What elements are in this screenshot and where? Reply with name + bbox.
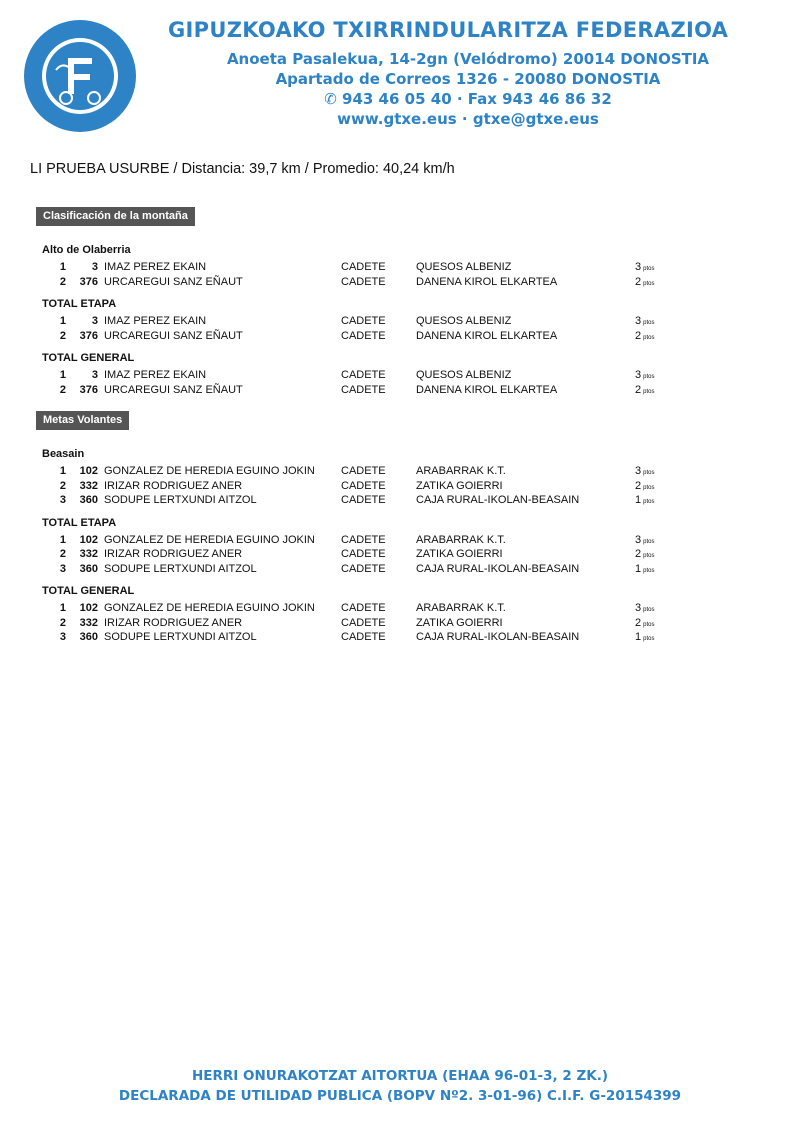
category: CADETE [341,369,386,381]
team-name: QUESOS ALBENIZ [416,261,512,273]
rider-name: GONZALEZ DE HEREDIA EGUINO JOKIN [104,533,315,546]
points-value: 2 [635,548,642,560]
result-row [36,479,736,494]
team-name: QUESOS ALBENIZ [416,369,512,381]
team-name: CAJA RURAL-IKOLAN-BEASAIN [416,494,580,506]
group-title: Beasain [42,448,85,460]
position: 1 [59,315,66,327]
points-value: 1 [635,631,642,643]
section-label: Clasificación de la montaña [36,207,195,226]
points-unit: ptos [643,499,655,505]
points-value: 1 [635,494,642,506]
classification-section [36,207,736,397]
position: 2 [59,383,66,396]
rider-name: IMAZ PEREZ EKAIN [104,369,207,381]
points-value: 2 [635,616,642,629]
position: 1 [59,465,66,477]
result-row [36,630,736,645]
category: CADETE [341,562,386,575]
rider-name: URCAREGUI SANZ EÑAUT [104,329,243,342]
points-value: 1 [635,562,642,575]
rider-name: IRIZAR RODRIGUEZ ANER [104,616,243,629]
section-label: Metas Volantes [36,411,129,430]
bib-number: 102 [79,533,98,546]
bib-number: 376 [79,275,98,288]
category: CADETE [341,548,386,560]
points-unit: ptos [643,484,655,491]
group-title: TOTAL ETAPA [42,298,117,310]
bib-number: 376 [79,329,98,342]
team-name: QUESOS ALBENIZ [416,315,512,327]
points-value: 3 [635,369,642,381]
result-row [36,260,736,275]
team-name: DANENA KIROL ELKARTEA [416,329,558,342]
points [635,562,654,579]
points-unit: ptos [643,334,655,341]
position: 2 [59,548,66,560]
points-value: 2 [635,479,642,492]
points-unit: ptos [643,470,655,476]
federation-name: GIPUZKOAKO TXIRRINDULARITZA FEDERAZIOA [168,18,729,42]
bib-number: 332 [79,548,98,560]
bib-number: 360 [79,494,98,506]
category: CADETE [341,383,386,396]
bib-number: 3 [91,315,98,327]
team-name: DANENA KIROL ELKARTEA [416,275,558,288]
team-name: ARABARRAK K.T. [416,465,506,477]
points-unit: ptos [643,388,655,395]
rider-name: URCAREGUI SANZ EÑAUT [104,275,243,288]
points-unit: ptos [643,374,655,380]
rider-name: GONZALEZ DE HEREDIA EGUINO JOKIN [104,602,315,614]
rider-name: SODUPE LERTXUNDI AITZOL [104,631,257,643]
race-info: LI PRUEBA USURBE / Distancia: 39,7 km / Promedio: 40,24 km/h [30,161,455,177]
team-name: ZATIKA GOIERRI [416,548,503,560]
result-row [36,383,736,398]
category: CADETE [341,602,386,614]
position: 2 [59,479,66,492]
position: 1 [59,369,66,381]
rider-name: IMAZ PEREZ EKAIN [104,315,207,327]
points-unit: ptos [643,320,655,326]
rider-name: SODUPE LERTXUNDI AITZOL [104,562,257,575]
bib-number: 102 [79,465,98,477]
category: CADETE [341,329,386,342]
result-row [36,314,736,329]
points-unit: ptos [643,607,655,613]
position: 3 [59,631,66,643]
result-row [36,601,736,616]
classification-section [36,411,736,645]
footer-line-1: HERRI ONURAKOTZAT AITORTUA (EHAA 96-01-3, 2 ZK.) [191,1068,609,1084]
group-title: TOTAL GENERAL [42,352,135,364]
team-name: ZATIKA GOIERRI [416,479,503,492]
footer-line-2: DECLARADA DE UTILIDAD PUBLICA (BOPV Nº2. 3-01-96) C.I.F. G-20154399 [118,1088,682,1104]
points-value: 2 [635,383,642,396]
points-value: 3 [635,533,642,546]
result-row [36,616,736,631]
points-value: 2 [635,275,642,288]
category: CADETE [341,616,386,629]
position: 3 [59,494,66,506]
points [635,493,654,510]
result-row [36,493,736,508]
rider-name: URCAREGUI SANZ EÑAUT [104,383,243,396]
result-row [36,275,736,290]
rider-name: GONZALEZ DE HEREDIA EGUINO JOKIN [104,465,315,477]
points-unit: ptos [643,538,655,545]
letterhead [0,0,800,140]
category: CADETE [341,315,386,327]
bib-number: 360 [79,562,98,575]
result-row [36,562,736,577]
group-title: TOTAL ETAPA [42,516,117,529]
category: CADETE [341,261,386,273]
points [635,383,654,400]
team-name: ZATIKA GOIERRI [416,616,503,629]
points-unit: ptos [643,553,655,559]
bib-number: 3 [91,261,98,273]
rider-name: IMAZ PEREZ EKAIN [104,261,207,273]
federation-phone: ✆ 943 46 05 40 · Fax 943 46 86 32 [324,90,612,108]
points-value: 3 [635,602,642,614]
category: CADETE [341,275,386,288]
rider-name: IRIZAR RODRIGUEZ ANER [104,548,243,560]
position: 1 [59,602,66,614]
team-name: CAJA RURAL-IKOLAN-BEASAIN [416,631,580,643]
points-unit: ptos [643,280,655,287]
rider-name: IRIZAR RODRIGUEZ ANER [104,479,243,492]
bib-number: 332 [79,616,98,629]
bib-number: 360 [79,631,98,643]
result-row [36,368,736,383]
position: 3 [59,562,66,575]
bib-number: 332 [79,479,98,492]
team-name: CAJA RURAL-IKOLAN-BEASAIN [416,562,580,575]
category: CADETE [341,631,386,643]
points-unit: ptos [643,266,655,272]
federation-logo [22,18,138,134]
federation-postal: Apartado de Correos 1326 - 20080 DONOSTIA [275,70,661,88]
results [36,207,736,659]
points-unit: ptos [643,636,655,642]
position: 2 [59,275,66,288]
position: 2 [59,616,66,629]
category: CADETE [341,479,386,492]
federation-address: Anoeta Pasalekua, 14-2gn (Velódromo) 20014 DONOSTIA [226,50,710,68]
result-row [36,329,736,344]
category: CADETE [341,533,386,546]
team-name: DANENA KIROL ELKARTEA [416,383,558,396]
points-value: 3 [635,465,642,477]
points [635,630,654,647]
position: 2 [59,329,66,342]
position: 1 [59,261,66,273]
points-value: 3 [635,261,642,273]
points [635,329,654,346]
category: CADETE [341,494,386,506]
points-value: 3 [635,315,642,327]
bib-number: 102 [79,602,98,614]
team-name: ARABARRAK K.T. [416,602,506,614]
bib-number: 376 [79,383,98,396]
group-title: TOTAL GENERAL [42,585,135,597]
points [635,275,654,292]
result-row [36,533,736,548]
points-unit: ptos [643,567,655,574]
result-row [36,464,736,479]
points-unit: ptos [643,621,655,628]
category: CADETE [341,465,386,477]
result-row [36,547,736,562]
team-name: ARABARRAK K.T. [416,533,506,546]
federation-web: www.gtxe.eus · gtxe@gtxe.eus [337,110,599,128]
group-title: Alto de Olaberria [42,244,131,256]
rider-name: SODUPE LERTXUNDI AITZOL [104,494,257,506]
bib-number: 3 [91,369,98,381]
position: 1 [59,533,66,546]
points-value: 2 [635,329,642,342]
